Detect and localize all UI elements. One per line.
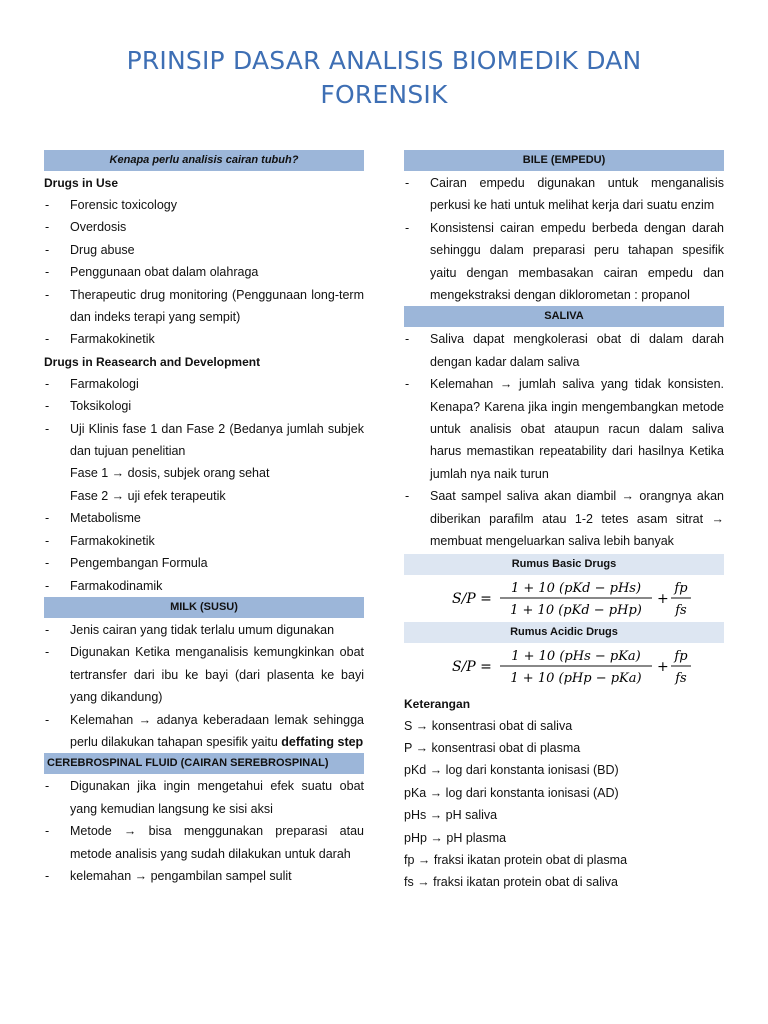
formula-numerator: 1 + 10 (pKd − pHs) (510, 580, 642, 596)
list-item: - Farmakokinetik (44, 530, 364, 552)
list-item: - Therapeutic drug monitoring (Penggunaan long-term dan indeks terapi yang sempit) (44, 284, 364, 329)
formula-fs: fs (675, 670, 687, 686)
list-item: - kelemahan → pengambilan sampel sulit (44, 865, 364, 887)
list-item: - Overdosis (44, 216, 364, 238)
formula-fp: fp (674, 648, 688, 664)
basic-drugs-formula-header: Rumus Basic Drugs (404, 554, 724, 575)
formula-plus: + (657, 658, 669, 675)
acidic-formula-svg (404, 643, 724, 689)
research-list (44, 373, 364, 463)
keterangan-heading: Keterangan (404, 696, 471, 711)
formula-denominator: 1 + 10 (pKd − pHp) (510, 602, 642, 618)
list-item: - Toksikologi (44, 395, 364, 417)
list-item: - Konsistensi cairan empedu berbeda dengan darah sehinggu dalam preparasi peru tahapan spesifik yaitu dengan membasakan cairan empedu dan mengekstraksi dengan diklorometan : propanol (404, 217, 724, 307)
fase-1-line: Fase 1 → dosis, subjek orang sehat (70, 466, 270, 481)
list-item (44, 709, 364, 754)
basic-formula-svg (404, 575, 724, 621)
keterangan-item: pHs → pH saliva (404, 808, 498, 823)
bile-list (404, 172, 724, 306)
question-header: Kenapa perlu analisis cairan tubuh? (44, 150, 364, 171)
list-item: - Jenis cairan yang tidak terlalu umum digunakan (44, 619, 364, 641)
keterangan-item: pKd → log dari konstanta ionisasi (BD) (404, 763, 619, 778)
saliva-header: SALIVA (404, 306, 724, 327)
list-item: - Farmakologi (44, 373, 364, 395)
deffating-step-term: deffating step (281, 734, 364, 749)
list-item: - Digunakan jika ingin mengetahui efek suatu obat yang kemudian langsung ke sisi aksi (44, 775, 364, 820)
csf-list (44, 775, 364, 887)
list-item: - Digunakan Ketika menganalisis kemungkinkan obat tertransfer dari ibu ke bayi (dari plasenta ke bayi yang dikandung) (44, 641, 364, 708)
list-item: - Drug abuse (44, 239, 364, 261)
formula-numerator: 1 + 10 (pHs − pKa) (511, 648, 641, 664)
saliva-list (404, 328, 724, 552)
acidic-drugs-formula-header: Rumus Acidic Drugs (404, 622, 724, 643)
list-item: - Kelemahan → jumlah saliva yang tidak konsisten. Kenapa? Karena jika ingin mengembangkan metode untuk analisis obat ataupun racun dalam saliva harus memastikan repeatability dari hasilnya Ketika jumlah nya naik turun (404, 373, 724, 485)
milk-header: MILK (SUSU) (44, 597, 364, 618)
page-title-line-2: FORENSIK (320, 80, 448, 109)
bile-header: BILE (EMPEDU) (404, 150, 724, 171)
keterangan-item: fp → fraksi ikatan protein obat di plasma (404, 852, 628, 867)
right-column (404, 150, 724, 894)
formula-plus: + (657, 590, 669, 607)
list-item: - Metabolisme (44, 507, 364, 529)
fase-2-line: Fase 2 → uji efek terapeutik (70, 488, 226, 503)
list-item: - Uji Klinis fase 1 dan Fase 2 (Bedanya jumlah subjek dan tujuan penelitian (44, 418, 364, 463)
list-item: - Penggunaan obat dalam olahraga (44, 261, 364, 283)
list-item: - Farmakodinamik (44, 575, 364, 597)
csf-header: CEREBROSPINAL FLUID (CAIRAN SEREBROSPINAL) (44, 753, 364, 774)
list-item: - Saliva dapat mengkolerasi obat di dalam darah dengan kadar dalam saliva (404, 328, 724, 373)
list-item: - Saat sampel saliva akan diambil → orangnya akan diberikan parafilm atau 1-2 tetes asam sitrat → membuat mengeluarkan saliva lebih banyak (404, 485, 724, 552)
drugs-in-use-list (44, 194, 364, 351)
drugs-in-use-heading: Drugs in Use (44, 176, 119, 190)
research-heading: Drugs in Reasearch and Development (44, 354, 261, 369)
research-list-continued (44, 507, 364, 597)
list-item: - Forensic toxicology (44, 194, 364, 216)
acidic-drugs-formula (404, 643, 724, 689)
keterangan-item: pHp → pH plasma (404, 830, 507, 845)
keterangan-item: fs → fraksi ikatan protein obat di saliva (404, 875, 618, 890)
formula-fs: fs (675, 602, 687, 618)
list-item: - Pengembangan Formula (44, 552, 364, 574)
page-title (0, 44, 768, 112)
formula-lhs: S/P = (452, 590, 492, 607)
list-item: - Farmakokinetik (44, 328, 364, 350)
keterangan-item: S → konsentrasi obat di saliva (404, 718, 573, 733)
list-item: - Cairan empedu digunakan untuk menganalisis perkusi ke hati untuk melihat kerja dari suatu enzim (404, 172, 724, 217)
formula-lhs: S/P = (452, 658, 492, 675)
left-column (44, 150, 364, 887)
milk-weakness-text: Kelemahan → adanya keberadaan lemak sehingga perlu dilakukan tahapan spesifik yaitu (70, 712, 364, 749)
formula-fp: fp (674, 580, 688, 596)
basic-drugs-formula (404, 575, 724, 621)
keterangan-item: P → konsentrasi obat di plasma (404, 740, 581, 755)
page-title-line-1: PRINSIP DASAR ANALISIS BIOMEDIK DAN (126, 46, 642, 75)
keterangan-item: pKa → log dari konstanta ionisasi (AD) (404, 785, 619, 800)
list-item: - Metode → bisa menggunakan preparasi atau metode analisis yang sudah dilakukan untuk darah (44, 820, 364, 865)
formula-denominator: 1 + 10 (pHp − pKa) (510, 670, 642, 686)
milk-list (44, 619, 364, 753)
